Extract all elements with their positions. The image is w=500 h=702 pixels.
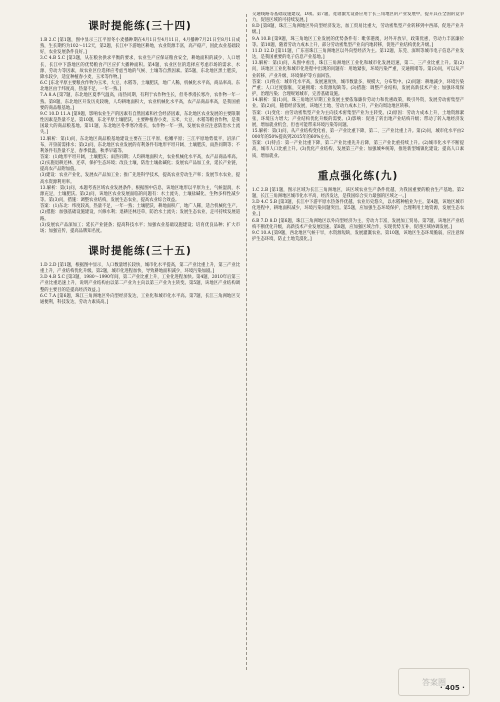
answer-paragraph: 6.B 7.D 8.D [第6题，珠江三角洲地区以外向型经济为主，劳动力丰富，发展加工贸易。第7题，该地区产业结构不断优化升级，高新技术产业发展迅速。第8题，应加强区域合作，实现优势互补，促进区域协调发展。] (252, 218, 464, 230)
answer-paragraph: 答案：(1)特点：第一产业比重下降，第二产业比重先升后降，第三产业比重持续上升。(2)城市化水平不断提高，城市人口比重上升。(3)优化产业结构，发展第三产业；加强城乡统筹，推进新型城镇化建设；提高人口素质，增加就业。 (252, 141, 464, 159)
section-title-lianxi-35: 课时提能练(三十五) (88, 245, 192, 257)
section-body-qianghua-9 (252, 188, 464, 243)
answer-paragraph: 9.C 10.D 11.A [第9题，影响农业生产的因素有自然因素和社会经济因素，东北地区农业发展的主要限制性因素是热量不足。第10题，东北平原土壤肥沃，主要种植春小麦、玉米、大豆、水稻等粮食作物，是我国最大的商品粮基地。第11题，东北地区冬季寒冷漫长，农作物一年一熟，发展农业应注意防治水土流失。] (40, 111, 240, 136)
section-title-lianxi-34: 课时提能练(三十四) (88, 20, 192, 32)
answer-paragraph: 交通线路等基础设施建设，D项。第7题，宽谱激光设备应用于长三角地区的产业发展中，提升其在全国的竞争力，促进区域的可持续发展。] (252, 12, 464, 24)
section-body-lianxi-34 (40, 38, 240, 235)
answer-paragraph: 14.解析：第(1)问，珠三角地区早期工业发展主要依靠廉价劳动力和优惠政策，吸引外资，发展劳动密集型产业。第(2)问，随着经济发展，该地区土地、劳动力成本上升，产业向周边地区转移。 (252, 98, 464, 110)
answer-paragraph: 答案：(1)特点：城市化水平高，发展速度快，城市数量多，规模大，分布集中。(2)问题：耕地减少，环境污染严重；人口过度膨胀，交通拥堵；水资源短缺等。(3)措施：调整产业结构，发展高新技术产业；加强环境保护，治理污染；合理规划城市，完善基础设施。 (252, 79, 464, 98)
answer-paragraph: 7.A 8.A [第7题，东北地区夏季气温高，雨热同期，有利于农作物生长，但冬季漫长寒冷，农作物一年一熟。第8题，东北地区开发历史较晚，人均耕地面积大，农业机械化水平高，农产品商品率高，是我国重要的商品粮基地。] (40, 93, 240, 111)
answer-paragraph: 15.解析：第(1)问，从产业结构变化看，第一产业比重下降，第二、三产业比重上升。第(2)问，城市化水平由2000年的50%提高到2015年的60%左右。 (252, 128, 464, 141)
right-column (252, 12, 464, 672)
section-title-qianghua-9: 重点强化练(九) (317, 169, 399, 182)
section-body-lianxi-35 (40, 263, 240, 306)
answer-paragraph: 6.C 7.A [第6题，珠江三角洲地区外向型经济发达，工业化和城市化水平高。第7题，长江三角洲地区交通便利，科技发达，劳动力素质高。] (40, 293, 240, 305)
answer-paragraph: 3.C 4.B 5.C [第3题，从在粮食供求平衡的要求，农业生产应保证粮食安全，耕地面积的减少、人口增长，长江中下游地区的优势粮食产区应扩大播种面积。第4题，农业区位的选择应考虑市场的需求、水源、劳动力等因素，故农业区位选择应考虑当地的气候、土壤等自然因素。第5题，东北地区黑土肥沃，降水较少，适宜种植春小麦、玉米等作物。] (40, 56, 240, 80)
answer-paragraph: 3.D 4.B 5.C [第3题，1980～1990年间，第二产业比重上升，工业化进程加快。第4题，2010年后第三产业比重迅速上升，说明产业结构由以第二产业为主向以第三产业为主转变。第5题，该地区产业结构调整的主要目的是提高经济效益。] (40, 275, 240, 293)
answer-paragraph: 1.D 2.D [第1题，根据图中显示，人口数量增长较快，城市化水平提高，第二产业比重上升，第三产业比重上升，产业结构优化升级。第2题，城市化进程加快，导致耕地面积减少，环境污染加剧。] (40, 263, 240, 275)
answer-paragraph: 6.C [东北平原主要粮食作物为玉米、大豆、水稻等，土壤肥沃，地广人稀，机械化水平高，商品率高。东北地区由于纬度高，热量不足，一年一熟。] (40, 81, 240, 93)
section-body-continued (252, 12, 464, 160)
answer-paragraph: 1.C 2.B [第1题，图示区域为长江三角洲地区，该区域农业生产条件优越，为我国重要的粮食生产基地。第2题，长江三角洲地区城市化水平高，经济发达，是我国综合实力最强的区域之一。] (252, 187, 464, 199)
column-divider (246, 14, 247, 670)
page-number: · 405 · (440, 684, 465, 692)
watermark-text: 答案圈 (422, 677, 446, 687)
answer-paragraph: 1.B 2.C [第1题，图中显示三江平原冬小麦播种期在4月1日至4月11日，4月播种7月21日至8月1日成熟，生长期约为102～112天，第2题，长江中下游地区耕地，农业资源丰富，高产稳产，因此农业基础较好，农业发展条件良好。] (40, 38, 240, 56)
answer-paragraph: (3)发展农产品深加工；延长产业链条；提高科技水平；加强农业基础设施建设；培育优良品种；扩大市场；加强宣传，提高品牌知名度。 (40, 222, 240, 234)
answer-paragraph: 答案：(1)东北：纬度较高，热量不足，一年一熟；土壤肥沃，耕地面积广，地广人稀，适合机械化生产。(2)措施：加强基础设施建设，兴修水利；退耕还林还草，防治水土流失；发展生态农业，走可持续发展道路。 (40, 204, 240, 222)
answer-paragraph: (3)建设：农业产业化，发展农产品加工业；推广先进科学技术，提高农业劳动生产率；发展节水农业，提高水资源利用率。 (40, 173, 240, 185)
answer-paragraph: 3.D 4.C 5.B [第3题，长江中下游平原水热条件优越，农业历史悠久，以水稻种植业为主。第4题，该地区城市化进程中，耕地面积减少，环境污染问题突出。第5题，应加强生态环境保护，合理利用土地资源，发展生态农业。] (252, 200, 464, 218)
answer-paragraph: 13.解析：第(1)问，本题考查区域农业发展条件，根据图中信息，该地区地形以平原为主，气候湿润，水源充足，土壤肥沃。第(2)问，该地区农业发展面临的问题有：水土流失、土壤盐碱化、生物多样性减少等。第(3)问，措施：调整农业结构，发展生态农业，提高农业综合效益。 (40, 185, 240, 204)
answer-paragraph: 9.A 10.B [第9题，珠三角地区工业发展的优势条件有：毗邻港澳，对外开放早，政策优惠，劳动力丰富廉价等。第10题，随着劳动力成本上升，部分劳动密集型产业向内地转移，促进产业结构优化升级。] (252, 36, 464, 48)
answer-paragraph: 答案：(1)变化：由劳动密集型产业为主向技术密集型产业为主转变。(2)原因：劳动力成本上升，土地资源紧张，环境压力增大；产业结构优化升级的需要。(3)影响：促进了转出地产业结构升级；带动了转入地经济发展，增加就业机会，但也可能带来环境污染等问题。 (252, 110, 464, 128)
left-column (40, 12, 240, 672)
answer-paragraph: 8.D [第8题，珠江三角洲地区外向型经济发达，加工贸易比重大，劳动密集型产业转移到中西部，促进产业升级。] (252, 24, 464, 36)
answer-paragraph: 12.解析：第(1)问，东北地区商品粮基地建设主要在三江平原、松嫩平原；三江平原地势低平，沼泽广布，开垦前需排水；第(2)问，东北地区农业发展的有利条件有地形平坦开阔、土壤肥沃、雨热同期等；不利条件有热量不足、春季低温、秋季早霜等。 (40, 136, 240, 154)
answer-paragraph: 11.D 12.D [第11题，广东省珠江三角洲地区以外向型经济为主。第12题，东莞、深圳等城市电子信息产业发达，是我国重要的电子信息产业基地。] (252, 48, 464, 61)
answer-paragraph: 9.C 10.A [第9题，西北地区气候干旱，水资源短缺，发展灌溉农业。第10题，该地区生态环境脆弱，应注意保护生态环境，防止土地荒漠化。] (252, 230, 464, 242)
answer-paragraph: 13.解析：第(1)问，从图中看出，珠江三角洲地区工业化和城市化发展迅速，第二、三产业比重上升。第(2)问，该地区工业化和城市化进程中出现的问题有：用地紧张，环境污染严重，交通拥堵等。第(3)问，可以从产业转移、产业升级、环境保护等方面回答。 (252, 61, 464, 79)
answer-paragraph: 答案：(1)地形平坦开阔，土壤肥沃；雨热同期；人均耕地面积大，农业机械化水平高，农产品商品率高。(2)实施退耕还林、还草，保护生态环境；改良土壤，防治土壤盐碱化；发展农产品加工业，延长产业链，提高农产品附加值。 (40, 154, 240, 173)
